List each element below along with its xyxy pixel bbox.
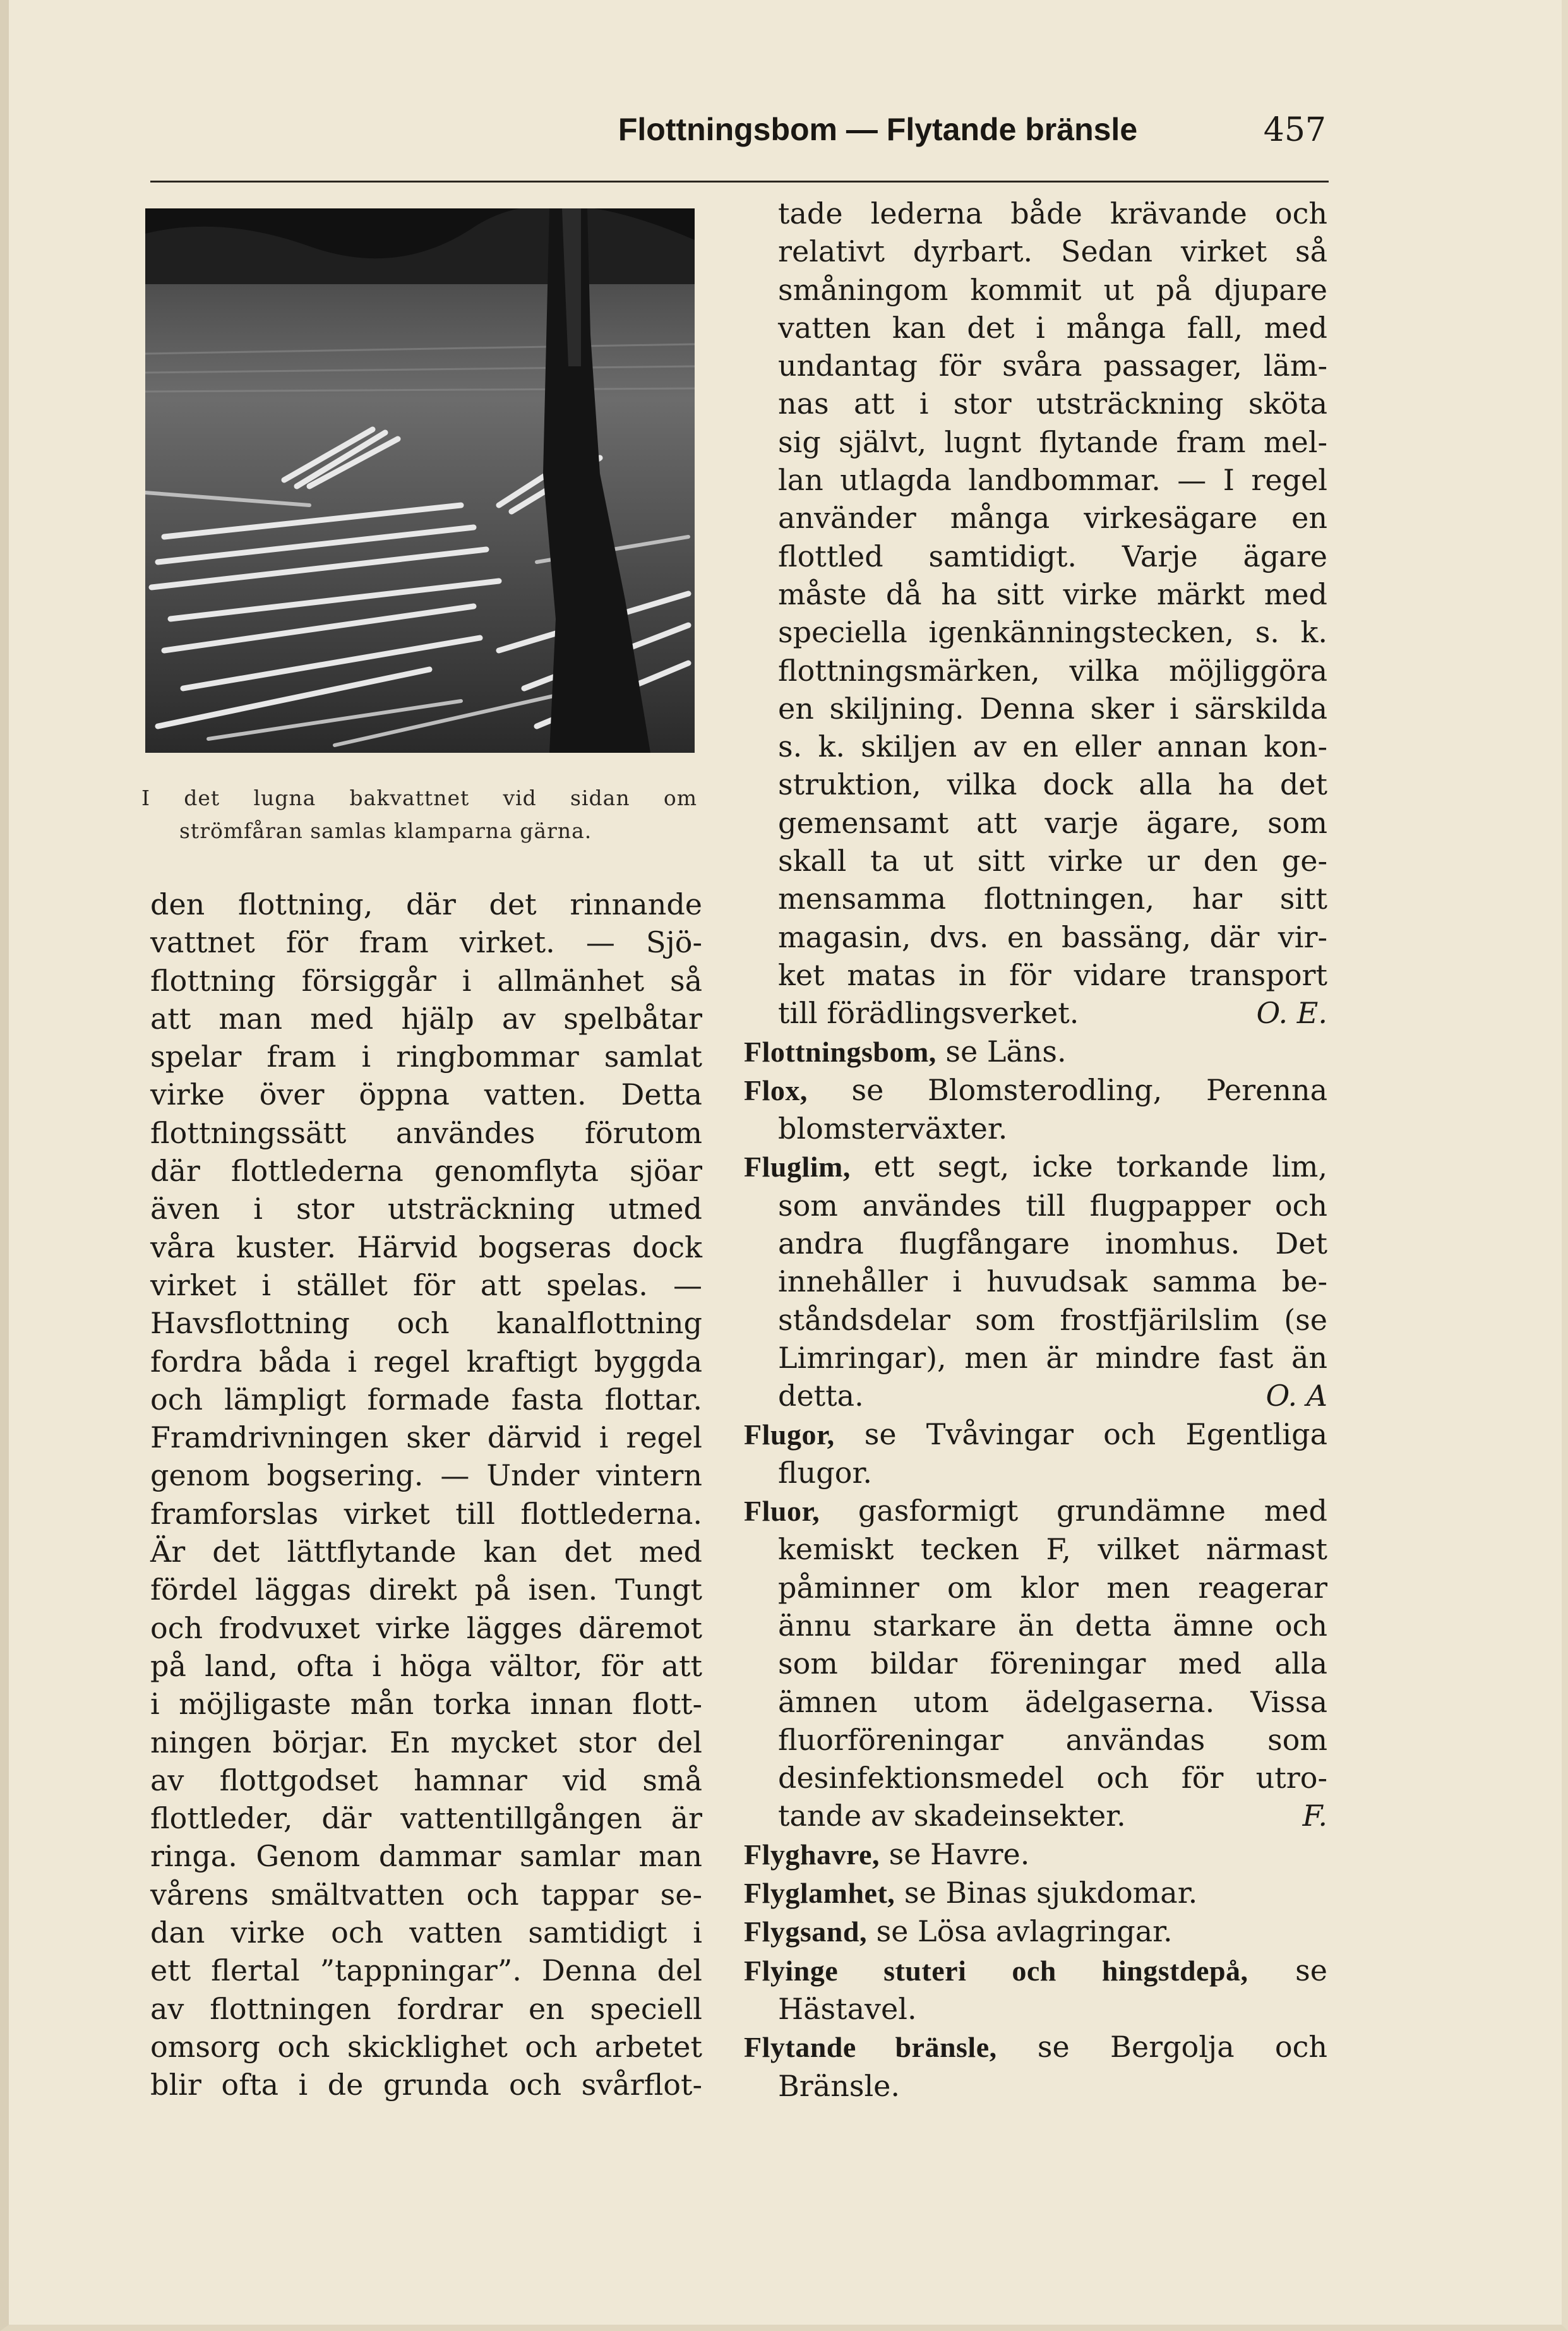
entry-body: [744, 1187, 1327, 1415]
text-line: omsorg och skicklighet och arbetet: [150, 2029, 702, 2064]
entry-flytande-bransle: [744, 2028, 1327, 2066]
continuation-paragraph: [744, 195, 1327, 1033]
text-line: vatten kan det i många fall, med: [778, 310, 1327, 345]
entry-headword: Flyghavre,: [744, 1838, 880, 1871]
text-line: påminner om klor men reagerar: [778, 1570, 1327, 1605]
text-line: kemiskt tecken F, vilket närmast: [778, 1532, 1327, 1567]
text-line: ningen börjar. En mycket stor del: [150, 1725, 702, 1759]
entry-body: [744, 1530, 1327, 1835]
running-header: Flottningsbom — Flytande bränsle: [618, 112, 1138, 147]
text-line: som användes till flugpapper och: [778, 1188, 1327, 1223]
text-line: i möjligaste mån torka innan flott-: [150, 1687, 702, 1722]
text-line: fördel läggas direkt på isen. Tungt: [150, 1573, 702, 1607]
author-signature: O. A: [1266, 1379, 1327, 1413]
text-line: flottningssätt användes förutom: [150, 1115, 702, 1150]
text-line: spelar fram i ringbommar samlat: [150, 1040, 702, 1074]
text-line: nas att i stor utsträckning sköta: [778, 387, 1327, 421]
text-line: vattnet för fram virket. — Sjö-: [150, 925, 702, 960]
left-column: [150, 885, 702, 2104]
text-line: på land, ofta i höga vältor, för att: [150, 1648, 702, 1683]
text-line: [778, 994, 1327, 1032]
text-line: undantag för svåra passager, läm-: [778, 349, 1327, 383]
text-line: en skiljning. Denna sker i särskilda: [778, 691, 1327, 726]
text-line: framforslas virket till flottlederna.: [150, 1496, 702, 1531]
text-line: genom bogsering. — Under vintern: [150, 1458, 702, 1493]
caption-line: I det lugna bakvattnet vid sidan om: [141, 786, 697, 810]
text-line: även i stor utsträckning utmed: [150, 1192, 702, 1226]
text-line: vårens smältvatten och tappar se-: [150, 1877, 702, 1912]
photo-illustration: [145, 208, 695, 753]
text-line: [778, 1797, 1327, 1835]
entry-flygsand: [744, 1912, 1327, 1951]
text-line: skall ta ut sitt virke ur den ge-: [778, 844, 1327, 878]
text-line: sig självt, lugnt flytande fram mel-: [778, 424, 1327, 459]
text-line: tade lederna både krävande och: [778, 196, 1327, 231]
entry-headword: Flottningsbom,: [744, 1035, 937, 1068]
text-line: småningom kommit ut på djupare: [778, 272, 1327, 307]
entry-text: se: [1248, 1953, 1327, 1987]
text-fragment: detta.: [778, 1379, 864, 1413]
caption-line: strömfåran samlas klamparna gärna.: [179, 818, 592, 843]
text-line: ket matas in för vidare transport: [778, 957, 1327, 992]
text-line: virke över öppna vatten. Detta: [150, 1077, 702, 1112]
text-line: Hästavel.: [778, 1991, 917, 2026]
text-line: fordra båda i regel kraftigt byggda: [150, 1344, 702, 1379]
entry-headword: Flyglamhet,: [744, 1877, 895, 1910]
entry-text: ett segt, icke torkande lim,: [850, 1149, 1327, 1184]
text-line: flottled samtidigt. Varje ägare: [778, 539, 1327, 573]
text-line: blomsterväxter.: [778, 1112, 1008, 1146]
text-line: ännu starkare än detta ämne och: [778, 1608, 1327, 1643]
text-line: [778, 1377, 1327, 1415]
text-line: blir ofta i de grunda och svårflot-: [150, 2068, 702, 2102]
entry-flugor: [744, 1415, 1327, 1454]
text-line: desinfektionsmedel och för utro-: [778, 1761, 1327, 1795]
text-fragment: till förädlingsverket.: [778, 996, 1079, 1031]
entry-text: se Havre.: [879, 1837, 1030, 1871]
text-line: dan virke och vatten samtidigt i: [150, 1915, 702, 1950]
text-line: att man med hjälp av spelbåtar: [150, 1001, 702, 1036]
text-line: och frodvuxet virke lägges däremot: [150, 1610, 702, 1645]
entry-flox: [744, 1071, 1327, 1110]
page-number: 457: [1263, 111, 1326, 149]
text-line: s. k. skiljen av en eller annan kon-: [778, 729, 1327, 764]
text-line: av flottgodset hamnar vid små: [150, 1763, 702, 1797]
entry-fluor: [744, 1492, 1327, 1530]
entry-flottningsbom: [744, 1033, 1327, 1071]
entry-text: se Läns.: [936, 1034, 1067, 1069]
text-line: virket i stället för att spelas. —: [150, 1267, 702, 1302]
text-line: Limringar), men är mindre fast än: [778, 1340, 1327, 1375]
entry-text: se Binas sjukdomar.: [895, 1876, 1198, 1910]
text-line: ett flertal ”tappningar”. Denna del: [150, 1953, 702, 1988]
entry-flyghavre: [744, 1835, 1327, 1874]
text-line: Framdrivningen sker därvid i regel: [150, 1420, 702, 1455]
text-line: där flottlederna genomflyta sjöar: [150, 1154, 702, 1189]
entry-headword: Flugor,: [744, 1418, 835, 1451]
text-line: mensamma flottningen, har sitt: [778, 882, 1327, 916]
entry-headword: Flyinge stuteri och hingstdepå,: [744, 1954, 1248, 1987]
text-line: Bränsle.: [778, 2068, 901, 2103]
text-line: använder många virkesägare en: [778, 501, 1327, 536]
text-line: Havsflottning och kanalflottning: [150, 1306, 702, 1341]
text-line: som bildar föreningar med alla: [778, 1646, 1327, 1681]
author-signature: O. E.: [1256, 996, 1327, 1031]
entry-flyinge: [744, 1951, 1327, 1990]
author-signature: F.: [1302, 1799, 1327, 1833]
entry-flyglamhet: [744, 1874, 1327, 1912]
entry-headword: Fluglim,: [744, 1151, 851, 1183]
entry-text: se Blomsterodling, Perenna: [807, 1072, 1327, 1107]
figure-caption: [141, 782, 697, 848]
log-driving-photo: [145, 208, 695, 753]
text-line: ringa. Genom dammar samlar man: [150, 1839, 702, 1874]
entry-fluglim: [744, 1148, 1327, 1186]
text-line: och lämpligt formade fasta flottar.: [150, 1382, 702, 1417]
header-rule: [150, 181, 1329, 183]
text-fragment: tande av skadeinsekter.: [778, 1799, 1126, 1833]
text-line: speciella igenkänningstecken, s. k.: [778, 615, 1327, 650]
entry-headword: Flytande bränsle,: [744, 2031, 997, 2064]
text-line: av flottningen fordrar en speciell: [150, 1991, 702, 2026]
text-line: måste då ha sitt virke märkt med: [778, 577, 1327, 611]
text-line: gemensamt att varje ägare, som: [778, 805, 1327, 840]
text-line: fluorföreningar användas som: [778, 1722, 1327, 1757]
entry-headword: Fluor,: [744, 1495, 820, 1528]
entry-headword: Flygsand,: [744, 1915, 867, 1948]
text-line: flugor.: [778, 1455, 873, 1490]
entry-headword: Flox,: [744, 1074, 808, 1106]
text-line: våra kuster. Härvid bogseras dock: [150, 1230, 702, 1264]
entry-text: se Lösa avlagringar.: [866, 1914, 1173, 1949]
text-line: andra flugfångare inomhus. Det: [778, 1226, 1327, 1261]
text-line: magasin, dvs. en bassäng, där vir-: [778, 920, 1327, 954]
text-line: flottleder, där vattentillgången är: [150, 1801, 702, 1836]
text-line: innehåller i huvudsak samma be-: [778, 1264, 1327, 1299]
text-line: lan utlagda landbommar. — I regel: [778, 463, 1327, 498]
text-line: den flottning, där det rinnande: [150, 887, 702, 921]
text-line: flottning försiggår i allmänhet så: [150, 963, 702, 998]
text-line: flottningsmärken, vilka möjliggöra: [778, 653, 1327, 688]
entry-text: gasformigt grundämne med: [820, 1494, 1327, 1528]
entry-text: se Tvåvingar och Egentliga: [834, 1417, 1327, 1451]
text-line: relativt dyrbart. Sedan virket så: [778, 234, 1327, 269]
text-line: struktion, vilka dock alla ha det: [778, 767, 1327, 802]
text-line: ämnen utom ädelgaserna. Vissa: [778, 1684, 1327, 1719]
entry-text: se Bergolja och: [996, 2030, 1327, 2064]
text-line: ståndsdelar som frostfjärilslim (se: [778, 1302, 1327, 1337]
right-column: [744, 195, 1327, 2105]
text-line: Är det lättflytande kan det med: [150, 1535, 702, 1569]
